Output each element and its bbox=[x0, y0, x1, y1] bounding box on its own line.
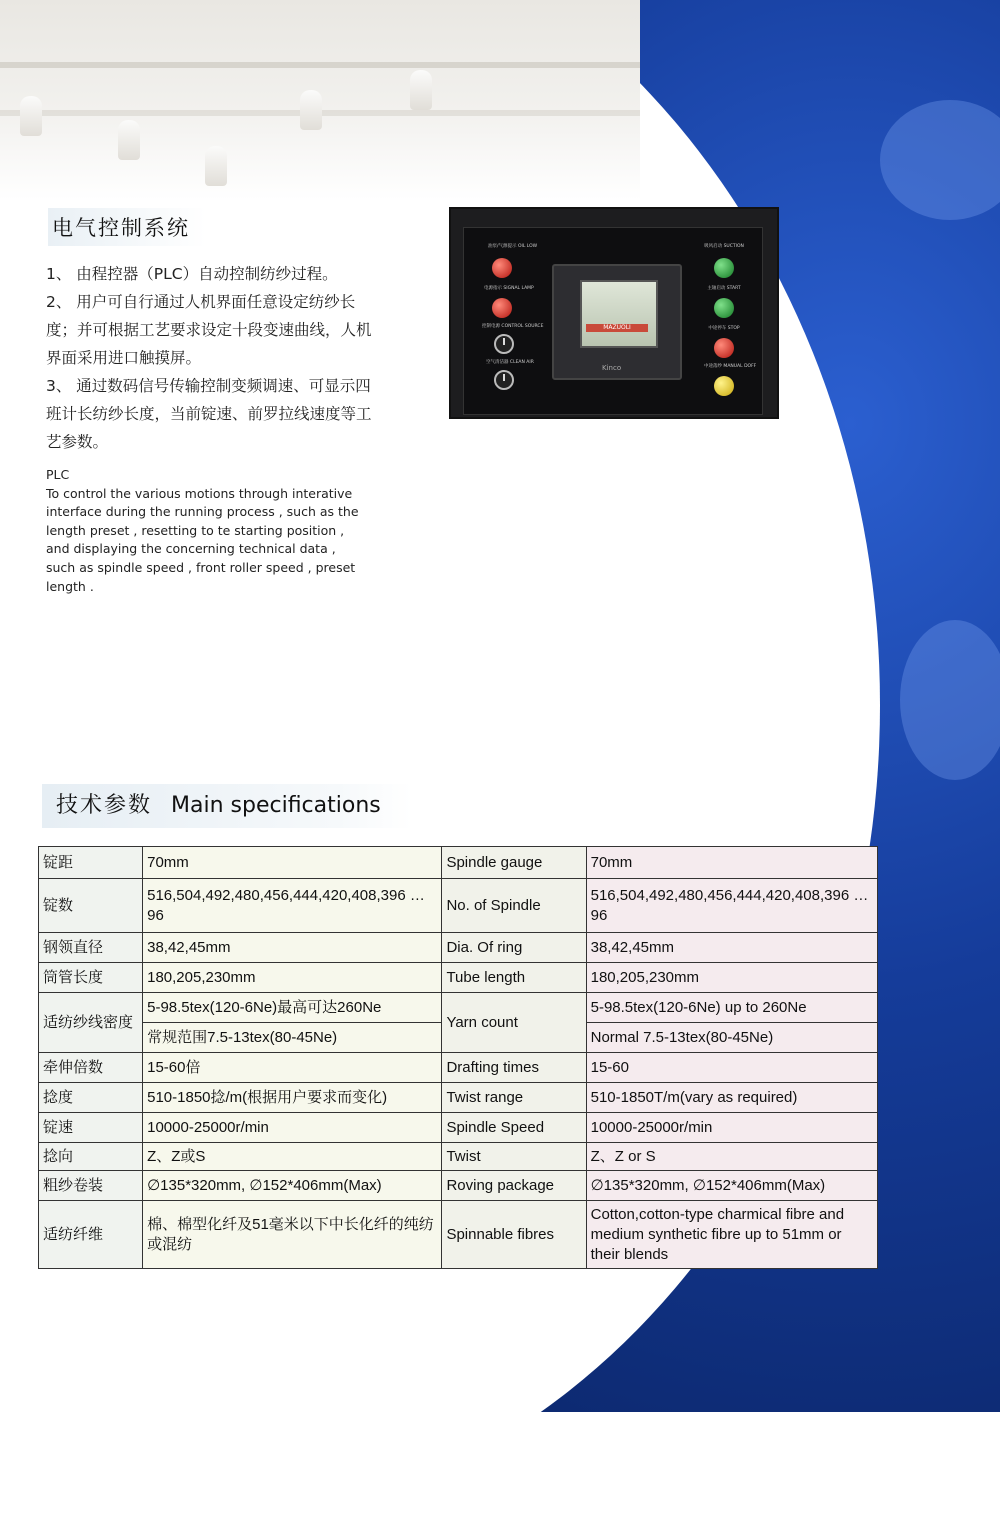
table-row bbox=[39, 963, 878, 993]
spec-key-en: Dia. Of ring bbox=[442, 933, 586, 963]
spec-key-cn: 适纺纱线密度 bbox=[39, 993, 143, 1053]
table-row bbox=[39, 1201, 878, 1269]
spec-value-cn: 38,42,45mm bbox=[143, 933, 442, 963]
green-button bbox=[714, 258, 734, 278]
control-panel-photo bbox=[449, 207, 779, 419]
electrical-title: 电气控制系统 bbox=[48, 208, 206, 246]
spec-key-cn: 锭距 bbox=[39, 847, 143, 879]
spec-key-en: Spinnable fibres bbox=[442, 1201, 586, 1269]
spec-value-cn: Z、Z或S bbox=[143, 1143, 442, 1171]
specs-title-en: Main specifications bbox=[171, 793, 381, 818]
factory-photo-strip bbox=[0, 0, 640, 200]
spec-key-en: Tube length bbox=[442, 963, 586, 993]
spec-value-cn: 5-98.5tex(120-6Ne)最高可达260Ne bbox=[143, 993, 442, 1023]
spec-key-en: Spindle Speed bbox=[442, 1113, 586, 1143]
spec-value-en: 510-1850T/m(vary as required) bbox=[586, 1083, 877, 1113]
spec-key-cn: 牵伸倍数 bbox=[39, 1053, 143, 1083]
hmi-banner: MAZUOLI bbox=[586, 324, 648, 332]
electrical-item: 1、 由程控器（PLC）自动控制纺纱过程。 bbox=[46, 265, 338, 283]
panel-label-right: 中途落纱 MANUAL DOFF bbox=[704, 364, 757, 369]
spec-value-cn: 10000-25000r/min bbox=[143, 1113, 442, 1143]
spec-key-en: Twist range bbox=[442, 1083, 586, 1113]
panel-label-left: 电源指示 SIGNAL LAMP bbox=[484, 286, 534, 291]
rotary-knob bbox=[494, 334, 514, 354]
spec-value-en: 516,504,492,480,456,444,420,408,396 …96 bbox=[586, 879, 877, 933]
table-row bbox=[39, 847, 878, 879]
red-indicator-lamp bbox=[492, 258, 512, 278]
table-row bbox=[39, 1083, 878, 1113]
spec-key-cn: 适纺纤维 bbox=[39, 1201, 143, 1269]
table-row bbox=[39, 1053, 878, 1083]
spec-value-cn: 常规范围7.5-13tex(80-45Ne) bbox=[143, 1023, 442, 1053]
hmi-brand: Kinco bbox=[602, 364, 622, 372]
red-button bbox=[714, 338, 734, 358]
spec-key-cn: 钢领直径 bbox=[39, 933, 143, 963]
spec-key-cn: 捻度 bbox=[39, 1083, 143, 1113]
plc-description bbox=[46, 466, 366, 596]
panel-label-right: 中途停车 STOP bbox=[708, 326, 740, 331]
table-row bbox=[39, 933, 878, 963]
panel-label-left: 油泵/气源提示 OIL LOW bbox=[488, 244, 538, 249]
spec-value-en: Normal 7.5-13tex(80-45Ne) bbox=[586, 1023, 877, 1053]
spec-key-en: No. of Spindle bbox=[442, 879, 586, 933]
table-row bbox=[39, 993, 878, 1023]
spec-key-en: Spindle gauge bbox=[442, 847, 586, 879]
spec-value-en: Cotton,cotton-type charmical fibre and medium synthetic fibre up to 51mm or their blends bbox=[586, 1201, 877, 1269]
spec-key-en: Yarn count bbox=[442, 993, 586, 1053]
panel-label-left: 控制电源 CONTROL SOURCE bbox=[482, 324, 544, 329]
panel-label-right: 吸风启动 SUCTION bbox=[704, 244, 744, 249]
spec-value-en: Z、Z or S bbox=[586, 1143, 877, 1171]
green-button bbox=[714, 298, 734, 318]
plc-title: PLC bbox=[46, 467, 70, 482]
specs-table bbox=[38, 846, 878, 1269]
spec-value-cn: 180,205,230mm bbox=[143, 963, 442, 993]
electrical-items bbox=[46, 260, 376, 456]
spec-value-en: 5-98.5tex(120-6Ne) up to 260Ne bbox=[586, 993, 877, 1023]
spec-value-cn: ∅135*320mm, ∅152*406mm(Max) bbox=[143, 1171, 442, 1201]
red-indicator-lamp bbox=[492, 298, 512, 318]
electrical-item: 3、 通过数码信号传输控制变频调速、可显示四班计长纺纱长度，当前锭速、前罗拉线速度等工艺参数。 bbox=[46, 377, 372, 451]
table-row bbox=[39, 1143, 878, 1171]
spec-value-cn: 510-1850捻/m(根据用户要求而变化) bbox=[143, 1083, 442, 1113]
hmi-screen bbox=[580, 280, 658, 348]
spec-value-cn: 棉、棉型化纤及51毫米以下中长化纤的纯纺或混纺 bbox=[143, 1201, 442, 1269]
spec-key-en: Roving package bbox=[442, 1171, 586, 1201]
spec-value-cn: 516,504,492,480,456,444,420,408,396 …96 bbox=[143, 879, 442, 933]
specs-heading bbox=[42, 784, 412, 828]
table-row bbox=[39, 1171, 878, 1201]
spec-key-en: Twist bbox=[442, 1143, 586, 1171]
spec-key-cn: 锭速 bbox=[39, 1113, 143, 1143]
background-highlight bbox=[900, 620, 1000, 780]
spec-value-en: 15-60 bbox=[586, 1053, 877, 1083]
spec-key-cn: 筒管长度 bbox=[39, 963, 143, 993]
spec-key-en: Drafting times bbox=[442, 1053, 586, 1083]
spec-value-cn: 70mm bbox=[143, 847, 442, 879]
spec-value-en: 38,42,45mm bbox=[586, 933, 877, 963]
panel-label-left: 空气清洁器 CLEAN AIR bbox=[486, 360, 534, 365]
specs-title-cn: 技术参数 bbox=[56, 793, 153, 818]
spec-value-en: 70mm bbox=[586, 847, 877, 879]
touch-screen-hmi bbox=[552, 264, 682, 380]
table-row bbox=[39, 879, 878, 933]
rotary-knob bbox=[494, 370, 514, 390]
spec-key-cn: 捻向 bbox=[39, 1143, 143, 1171]
spec-value-en: 10000-25000r/min bbox=[586, 1113, 877, 1143]
spec-key-cn: 锭数 bbox=[39, 879, 143, 933]
spec-key-cn: 粗纱卷装 bbox=[39, 1171, 143, 1201]
panel-label-right: 主轴启动 START bbox=[707, 286, 741, 291]
table-row bbox=[39, 1113, 878, 1143]
spec-value-en: 180,205,230mm bbox=[586, 963, 877, 993]
yellow-button bbox=[714, 376, 734, 396]
electrical-item: 2、 用户可自行通过人机界面任意设定纺纱长度；并可根据工艺要求设定十段变速曲线，人机界面采用进口触摸屏。 bbox=[46, 293, 372, 367]
plc-text: To control the various motions through interative interface during the running process , such as the length preset , resetting to te starting position , and displaying the concerning technical data , such as spindle speed , front roller speed , preset length . bbox=[46, 485, 359, 594]
spec-value-en: ∅135*320mm, ∅152*406mm(Max) bbox=[586, 1171, 877, 1201]
spec-value-cn: 15-60倍 bbox=[143, 1053, 442, 1083]
